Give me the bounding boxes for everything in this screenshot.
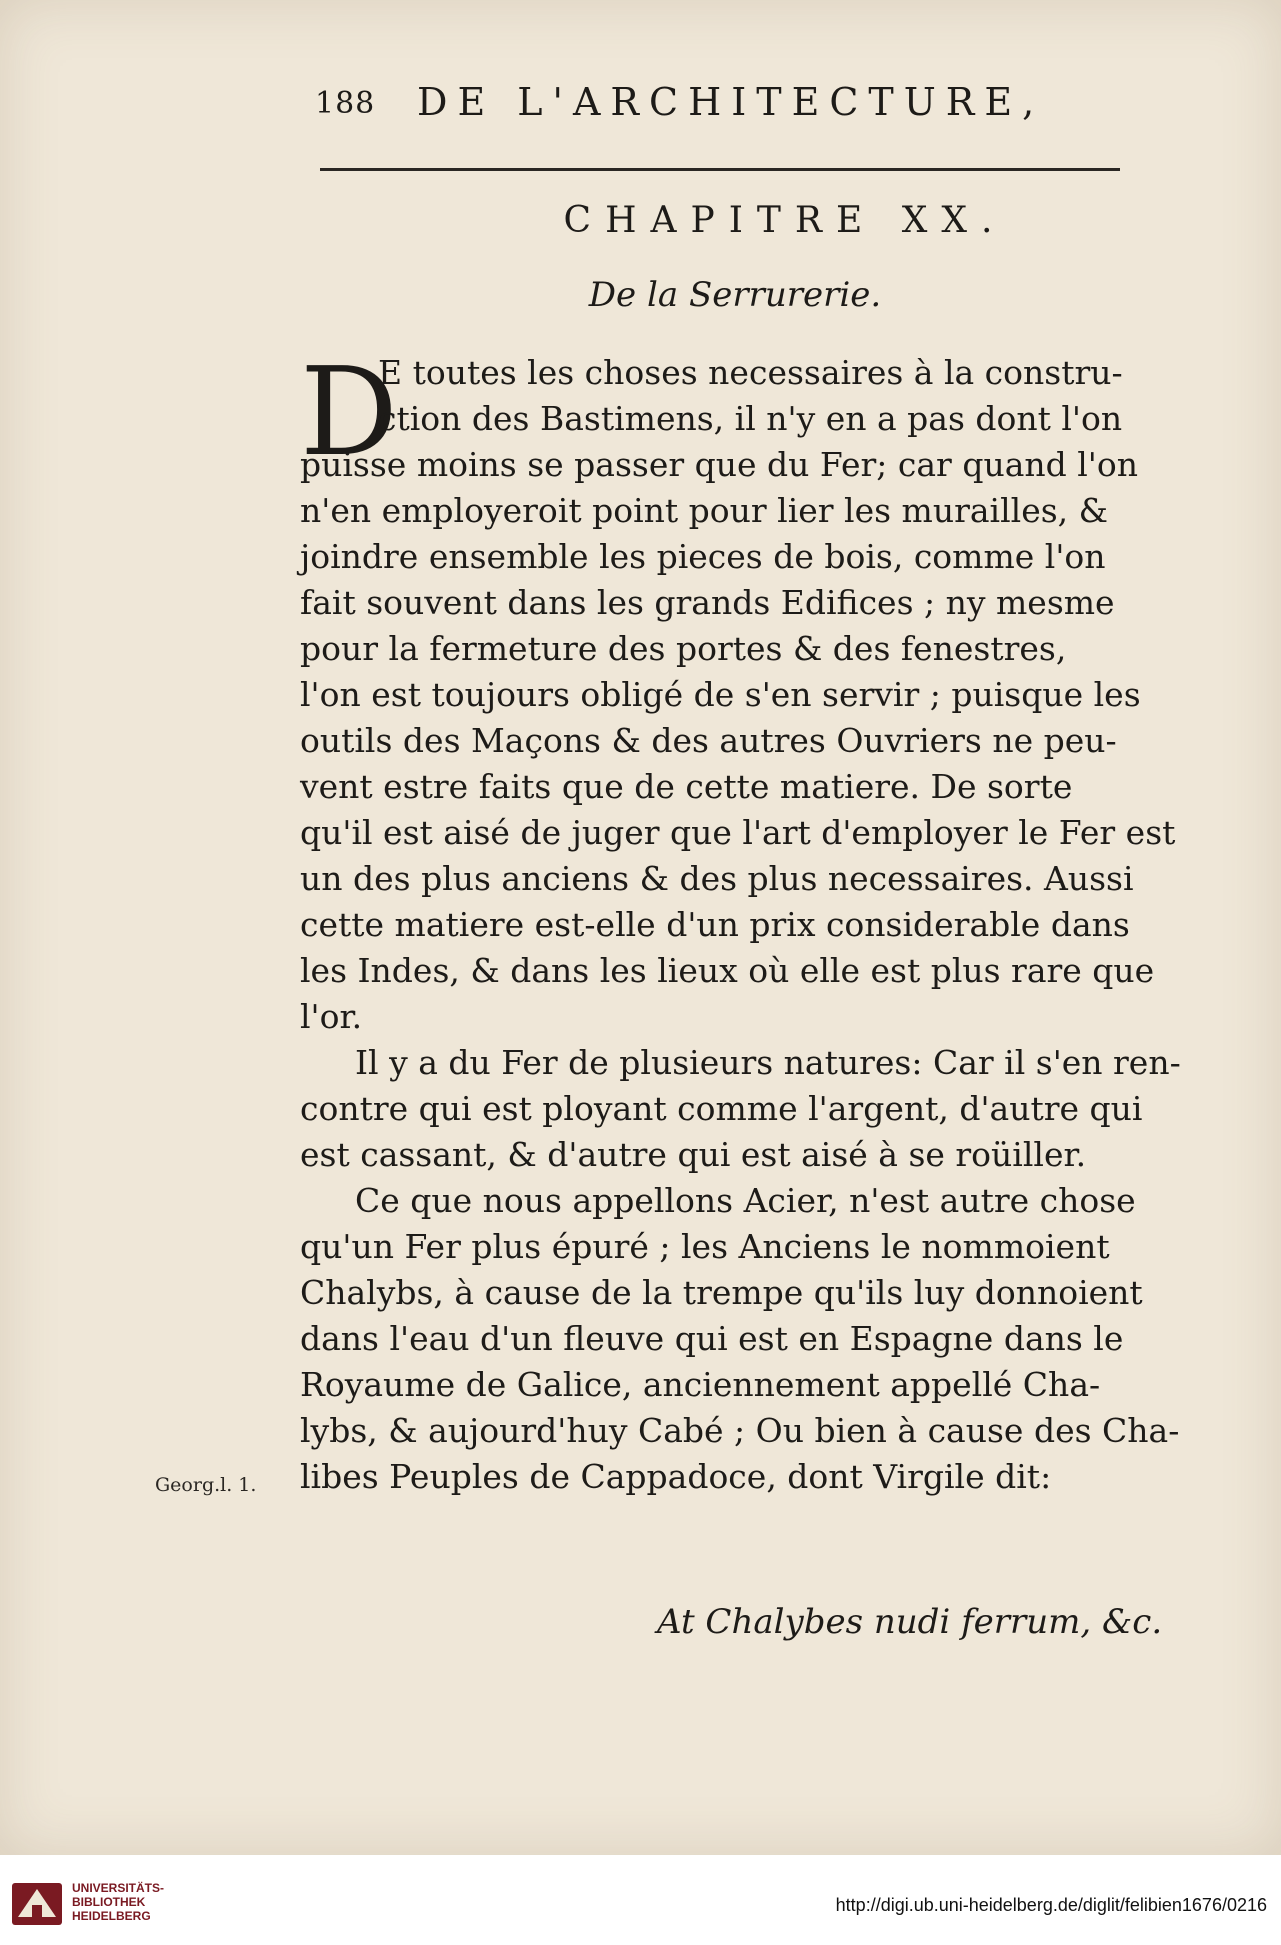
- header-rule: [320, 168, 1120, 171]
- text-line: ction des Bastimens, il n'y en a pas dont l'on: [378, 399, 1123, 438]
- text-line: est cassant, & d'autre qui est aisé à se roüiller.: [300, 1135, 1087, 1174]
- running-title: DE L'ARCHITECTURE,: [417, 80, 1045, 124]
- library-footer: [0, 1855, 1281, 1945]
- page-content: [285, 80, 1181, 1642]
- text-line: Ce que nous appellons Acier, n'est autre chose: [355, 1181, 1136, 1220]
- text-line: lybs, & aujourd'huy Cabé ; Ou bien à cause des Cha-: [300, 1411, 1180, 1450]
- source-url-link[interactable]: http://digi.ub.uni-heidelberg.de/diglit/felibien1676/0216: [835, 1895, 1267, 1915]
- page-number: 188: [315, 86, 376, 121]
- library-name-line: BIBLIOTHEK: [72, 1895, 146, 1909]
- library-name: [72, 1881, 164, 1923]
- text-line: Il y a du Fer de plusieurs natures: Car il s'en ren-: [355, 1043, 1181, 1082]
- text-line: l'or.: [300, 997, 363, 1036]
- text-line: contre qui est ployant comme l'argent, d'autre qui: [300, 1089, 1143, 1128]
- text-line: cette matiere est-elle d'un prix considerable dans: [300, 905, 1130, 944]
- drop-cap: D: [300, 341, 398, 483]
- text-line: n'en employeroit point pour lier les murailles, &: [300, 491, 1109, 530]
- text-line: fait souvent dans les grands Edifices ; ny mesme: [300, 583, 1115, 622]
- running-head: [285, 80, 1165, 142]
- text-line: qu'un Fer plus épuré ; les Anciens le nommoient: [300, 1227, 1110, 1266]
- margin-note: Georg.l. 1.: [155, 1474, 257, 1496]
- text-line: E toutes les choses necessaires à la constru-: [378, 353, 1123, 392]
- text-line: dans l'eau d'un fleuve qui est en Espagne dans le: [300, 1319, 1124, 1358]
- text-line: l'on est toujours obligé de s'en servir ; puisque les: [300, 675, 1141, 714]
- text-line: qu'il est aisé de juger que l'art d'employer le Fer est: [300, 813, 1176, 852]
- text-line: les Indes, & dans les lieux où elle est plus rare que: [300, 951, 1155, 990]
- chapter-title: CHAPITRE XX.: [563, 200, 1007, 241]
- university-seal-icon: [10, 1877, 64, 1931]
- text-line: vent estre faits que de cette matiere. De sorte: [300, 767, 1073, 806]
- text-line: Chalybs, à cause de la trempe qu'ils luy donnoient: [300, 1273, 1143, 1312]
- text-line: un des plus anciens & des plus necessaires. Aussi: [300, 859, 1134, 898]
- library-name-line: HEIDELBERG: [72, 1909, 151, 1923]
- text-line: pour la fermeture des portes & des fenestres,: [300, 629, 1067, 668]
- chapter-subtitle: De la Serrurerie.: [588, 275, 882, 315]
- text-line: libes Peuples de Cappadoce, dont Virgile dit:: [300, 1457, 1052, 1496]
- text-line: outils des Maçons & des autres Ouvriers ne peu-: [300, 721, 1117, 760]
- text-line: Royaume de Galice, anciennement appellé Cha-: [300, 1365, 1101, 1404]
- latin-quote: At Chalybes nudi ferrum, &c.: [657, 1602, 1163, 1642]
- text-line: puisse moins se passer que du Fer; car quand l'on: [300, 445, 1138, 484]
- text-line: joindre ensemble les pieces de bois, comme l'on: [300, 537, 1106, 576]
- library-name-line: UNIVERSITÄTS-: [72, 1881, 165, 1895]
